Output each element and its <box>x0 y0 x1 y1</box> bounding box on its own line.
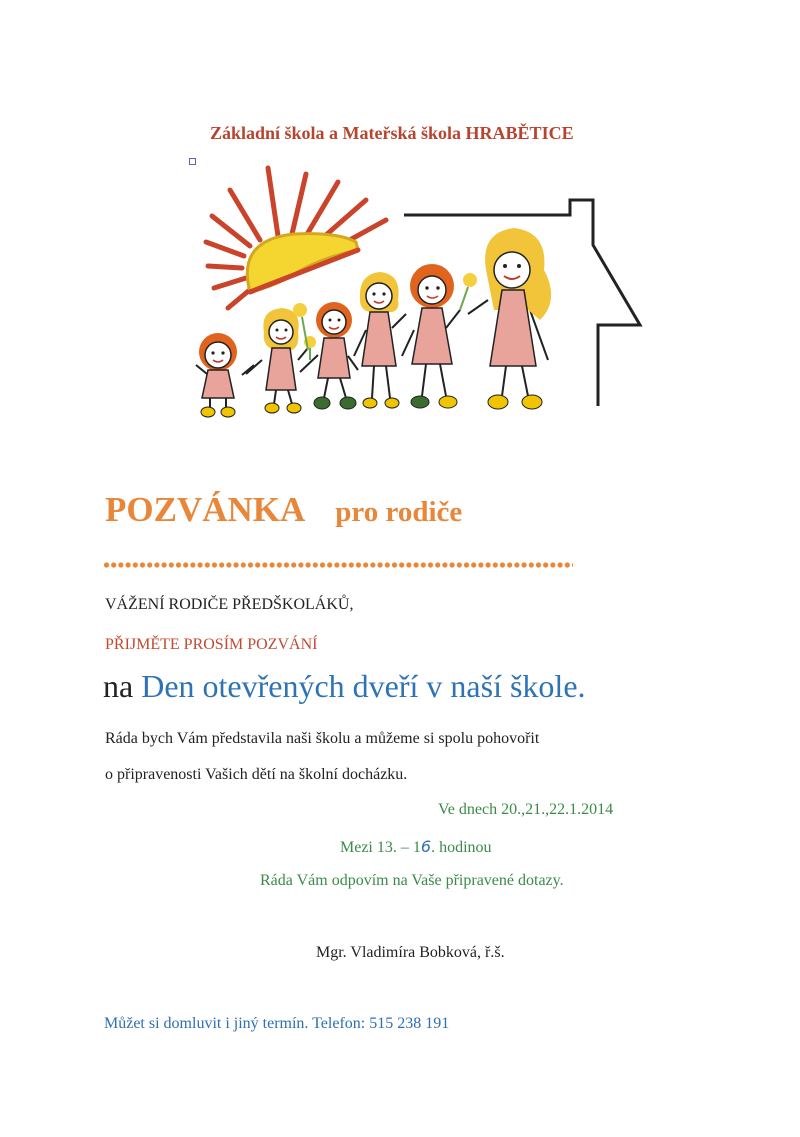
body-line-2: o připravenosti Vašich dětí na školní docházku. <box>105 766 408 783</box>
headline-event: Den otevřených dveří v naší škole. <box>141 668 586 704</box>
headline <box>103 668 586 705</box>
children-drawing-icon <box>188 160 644 425</box>
salutation: VÁŽENÍ RODIČE PŘEDŠKOLÁKŮ, <box>105 596 354 613</box>
dotted-divider <box>103 559 573 571</box>
school-name: Základní škola a Mateřská škola HRABĚTICE <box>210 123 574 143</box>
hours-handwritten-digit: 6 <box>420 837 432 856</box>
child-figure <box>402 264 477 408</box>
title-main: POZVÁNKA <box>105 490 306 529</box>
questions-line: Ráda Vám odpovím na Vaše připravené dotazy. <box>260 872 564 889</box>
hours-suffix: . hodinou <box>431 839 492 856</box>
event-dates: Ve dnech 20.,21.,22.1.2014 <box>438 801 614 818</box>
child-figure <box>196 333 254 417</box>
headline-prefix: na <box>103 668 134 704</box>
teacher-figure <box>468 228 551 409</box>
invitation-title <box>105 490 462 530</box>
contact-line: Můžet si domluvit i jiný termín. Telefon: 515 238 191 <box>104 1015 450 1032</box>
sun-icon <box>206 168 386 308</box>
signature: Mgr. Vladimíra Bobková, ř.š. <box>316 944 505 961</box>
invitation-line: PŘIJMĚTE PROSÍM POZVÁNÍ <box>105 636 318 653</box>
title-sub: pro rodiče <box>335 496 463 528</box>
event-hours <box>340 837 492 857</box>
child-figure <box>354 272 406 408</box>
child-figure <box>246 308 316 413</box>
hours-prefix: Mezi 13. – 1 <box>340 839 421 856</box>
body-line-1: Ráda bych Vám představila naši školu a můžeme si spolu pohovořit <box>105 730 540 747</box>
